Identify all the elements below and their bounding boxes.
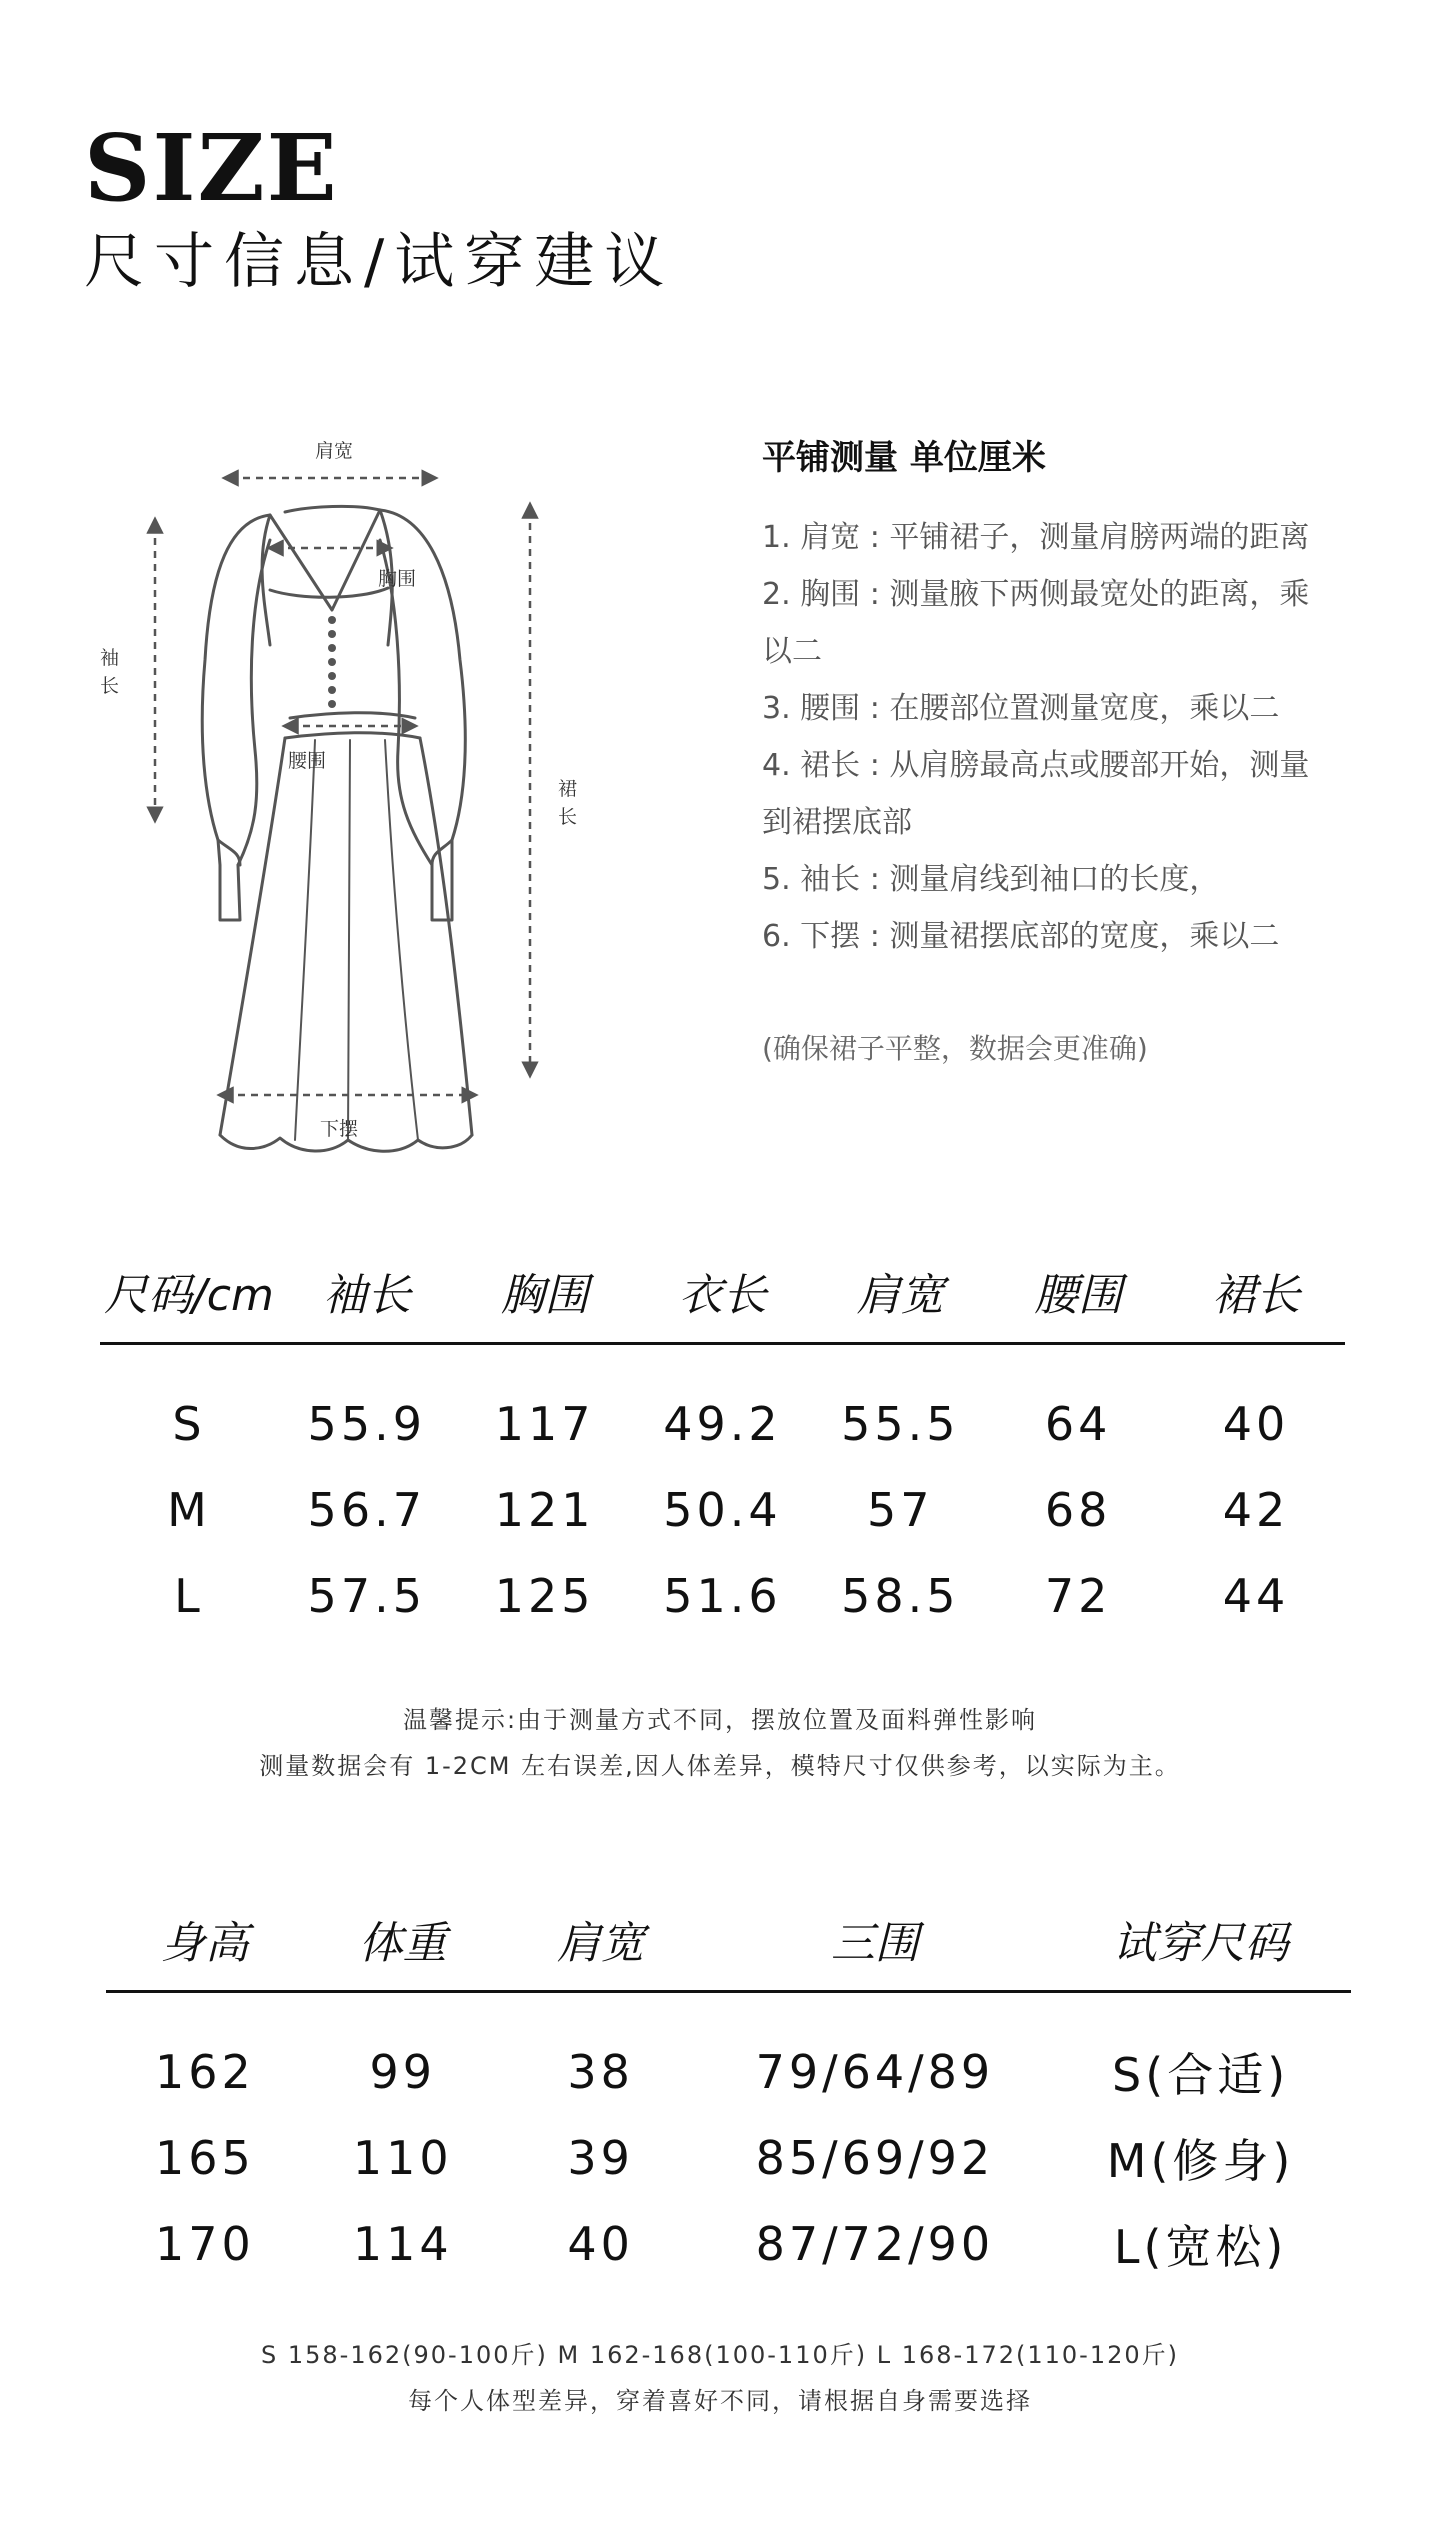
table-cell: 64 xyxy=(1044,1397,1112,1451)
table-cell: 121 xyxy=(494,1483,595,1537)
page-title-en: SIZE xyxy=(84,114,339,222)
table-row xyxy=(100,1381,1345,1467)
table-cell: M xyxy=(167,1483,211,1537)
table-cell: 56.7 xyxy=(307,1483,426,1537)
instruction-item: 以二 xyxy=(762,633,822,669)
label-skirt-1: 裙 xyxy=(558,778,578,800)
table-cell: 57.5 xyxy=(307,1569,426,1623)
label-sleeve-2: 长 xyxy=(100,675,120,697)
instruction-item: 到裙摆底部 xyxy=(762,804,912,840)
label-waist: 腰围 xyxy=(288,750,327,772)
instruction-item: 5. 袖长 : 测量肩线到袖口的长度， xyxy=(762,861,1220,897)
size-note-line: 温馨提示:由于测量方式不同，摆放位置及面料弹性影响 xyxy=(402,1706,1038,1734)
header-sleeve: 袖长 xyxy=(322,1270,411,1321)
table-cell: S(合适) xyxy=(1112,2048,1290,2102)
measurement-instructions xyxy=(762,438,1372,1095)
header-waist: 腰围 xyxy=(1034,1270,1123,1321)
table-cell: 55.5 xyxy=(841,1397,960,1451)
instructions-note: (确保裙子平整，数据会更准确) xyxy=(762,1031,1148,1065)
table-row xyxy=(100,1467,1345,1553)
instruction-item: 1. 肩宽 : 平铺裙子，测量肩膀两端的距离 xyxy=(762,519,1310,555)
table-cell: 50.4 xyxy=(663,1483,782,1537)
table-cell: L xyxy=(174,1569,204,1623)
table-cell: 117 xyxy=(494,1397,595,1451)
table-cell: 165 xyxy=(155,2131,255,2185)
fit-table xyxy=(106,1888,1351,2287)
table-cell: 110 xyxy=(352,2131,453,2185)
table-cell: 44 xyxy=(1222,1569,1290,1623)
fit-note-line: 每个人体型差异，穿着喜好不同，请根据自身需要选择 xyxy=(408,2387,1032,2415)
table-cell: 38 xyxy=(567,2045,634,2099)
header-size: 尺码/cm xyxy=(103,1270,274,1321)
table-cell: 57 xyxy=(867,1483,934,1537)
fit-note-line: S 158-162(90-100斤) M 162-168(100-110斤) L 168-172(110-120斤) xyxy=(260,2341,1180,2369)
table-cell: 85/69/92 xyxy=(755,2131,995,2185)
label-sleeve-1: 袖 xyxy=(100,647,120,669)
table-cell: 55.9 xyxy=(307,1397,426,1451)
fit-note xyxy=(0,2332,1440,2424)
table-cell: M(修身) xyxy=(1106,2134,1295,2188)
header-fit-size: 试穿尺码 xyxy=(1112,1918,1289,1969)
table-cell: 42 xyxy=(1222,1483,1290,1537)
table-cell: 87/72/90 xyxy=(755,2217,995,2271)
label-shoulder: 肩宽 xyxy=(315,440,354,462)
table-cell: 68 xyxy=(1044,1483,1112,1537)
size-table-header-row xyxy=(100,1240,1345,1342)
dress-outline-icon xyxy=(202,506,472,1151)
fit-table-header-row xyxy=(106,1888,1351,1990)
label-chest: 胸围 xyxy=(378,568,417,590)
label-skirt-2: 长 xyxy=(558,806,578,828)
table-cell: 114 xyxy=(352,2217,453,2271)
table-cell: 125 xyxy=(494,1569,595,1623)
table-cell: 40 xyxy=(567,2217,634,2271)
instruction-item: 3. 腰围 : 在腰部位置测量宽度，乘以二 xyxy=(762,690,1280,726)
header-shoulder: 肩宽 xyxy=(856,1270,945,1321)
instruction-item: 4. 裙长 : 从肩膀最高点或腰部开始，测量 xyxy=(762,747,1310,783)
table-cell: L(宽松) xyxy=(1113,2220,1288,2274)
page-title-cn: 尺寸信息/试穿建议 xyxy=(84,227,675,297)
table-row xyxy=(100,1553,1345,1639)
header-length: 衣长 xyxy=(678,1270,767,1321)
header-shoulder: 肩宽 xyxy=(556,1918,645,1969)
size-note-line: 测量数据会有 1-2CM 左右误差,因人体差异，模特尺寸仅供参考，以实际为主。 xyxy=(259,1752,1181,1780)
header-measurements: 三围 xyxy=(830,1918,919,1969)
instruction-item: 2. 胸围 : 测量腋下两侧最宽处的距离，乘 xyxy=(762,576,1310,612)
table-row xyxy=(106,2201,1351,2287)
size-note xyxy=(0,1697,1440,1789)
table-cell: 49.2 xyxy=(663,1397,782,1451)
dress-measurement-diagram xyxy=(80,420,620,1160)
table-row xyxy=(106,2029,1351,2115)
table-cell: 99 xyxy=(369,2045,437,2099)
instructions-heading: 平铺测量 单位厘米 xyxy=(762,438,1046,478)
table-cell: 39 xyxy=(567,2131,634,2185)
size-table xyxy=(100,1240,1345,1639)
instruction-item: 6. 下摆 : 测量裙摆底部的宽度，乘以二 xyxy=(762,918,1280,954)
header-chest: 胸围 xyxy=(500,1270,589,1321)
label-hem: 下摆 xyxy=(320,1118,359,1140)
table-cell: 79/64/89 xyxy=(755,2045,995,2099)
table-cell: 58.5 xyxy=(841,1569,960,1623)
table-cell: 40 xyxy=(1222,1397,1290,1451)
table-cell: S xyxy=(172,1397,206,1451)
header-weight: 体重 xyxy=(358,1918,447,1969)
header-height: 身高 xyxy=(160,1918,249,1969)
table-cell: 72 xyxy=(1044,1569,1112,1623)
header-skirt: 裙长 xyxy=(1212,1270,1301,1321)
table-row xyxy=(106,2115,1351,2201)
table-cell: 170 xyxy=(155,2217,255,2271)
table-cell: 51.6 xyxy=(663,1569,782,1623)
table-cell: 162 xyxy=(155,2045,255,2099)
